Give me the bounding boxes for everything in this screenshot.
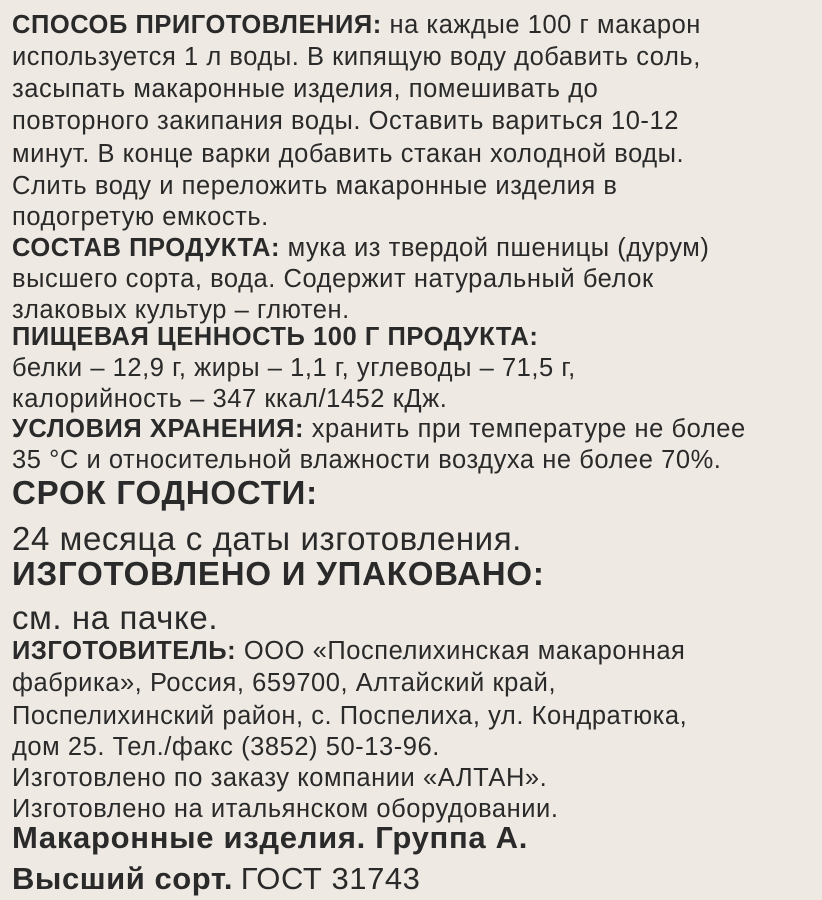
manufacturer-line-5: Изготовлено по заказу компании «АЛТАН». [12, 764, 548, 792]
nutrition-line-2: калорийность – 347 ккал/1452 кДж. [12, 385, 448, 413]
shelf-life-value: 24 месяца с даты изготовления. [12, 520, 522, 557]
cooking-line-7: подогретую емкость. [12, 203, 269, 231]
composition-line-1: СОСТАВ ПРОДУКТА: мука из твердой пшеницы (дурум) [12, 234, 710, 262]
composition-line-3: злаковых культур – глютен. [12, 296, 350, 324]
composition-heading: СОСТАВ ПРОДУКТА: [12, 234, 280, 262]
manufacturer-line-1: ИЗГОТОВИТЕЛЬ: ООО «Поспелихинская макаронная [12, 637, 686, 665]
cooking-line-4: повторного закипания воды. Оставить вариться 10-12 [12, 107, 679, 135]
storage-line-2: 35 °С и относительной влажности воздуха не более 70%. [12, 446, 722, 474]
cooking-line-6: Слить воду и переложить макаронные изделия в [12, 172, 618, 200]
composition-line-2: высшего сорта, вода. Содержит натуральный белок [12, 265, 654, 293]
manufacturer-heading: ИЗГОТОВИТЕЛЬ: [12, 637, 237, 665]
shelf-life-heading: СРОК ГОДНОСТИ: [12, 474, 318, 511]
storage-heading: УСЛОВИЯ ХРАНЕНИЯ: [12, 415, 305, 443]
manufacturer-line-3: Поспелихинский район, с. Поспелиха, ул. Кондратюка, [12, 702, 688, 730]
manufactured-value: см. на пачке. [12, 599, 219, 636]
cooking-line-1: СПОСОБ ПРИГОТОВЛЕНИЯ: на каждые 100 г макарон [12, 11, 701, 39]
manufacturer-line-2: фабрика», Россия, 659700, Алтайский край, [12, 669, 557, 697]
grade-label: Высший сорт. [12, 861, 234, 896]
cooking-line-5: минут. В конце варки добавить стакан холодной воды. [12, 140, 685, 168]
nutrition-line-1: белки – 12,9 г, жиры – 1,1 г, углеводы – 71,5 г, [12, 354, 576, 382]
manufacturer-line-6: Изготовлено на итальянском оборудовании. [12, 795, 559, 823]
manufacturer-line-4: дом 25. Тел./факс (3852) 50-13-96. [12, 733, 440, 761]
product-group-line: Макаронные изделия. Группа А. [12, 820, 529, 855]
nutrition-heading: ПИЩЕВАЯ ЦЕННОСТЬ 100 Г ПРОДУКТА: [12, 323, 539, 351]
storage-line-1: УСЛОВИЯ ХРАНЕНИЯ: хранить при температуре не более [12, 415, 746, 443]
manufactured-heading: ИЗГОТОВЛЕНО И УПАКОВАНО: [12, 555, 545, 592]
cooking-heading: СПОСОБ ПРИГОТОВЛЕНИЯ: [12, 11, 382, 39]
grade-line [12, 861, 420, 899]
cooking-line-2: используется 1 л воды. В кипящую воду добавить соль, [12, 43, 701, 71]
gost-number: ГОСТ 31743 [240, 861, 421, 896]
cooking-line-3: засыпать макаронные изделия, помешивать до [12, 75, 599, 103]
